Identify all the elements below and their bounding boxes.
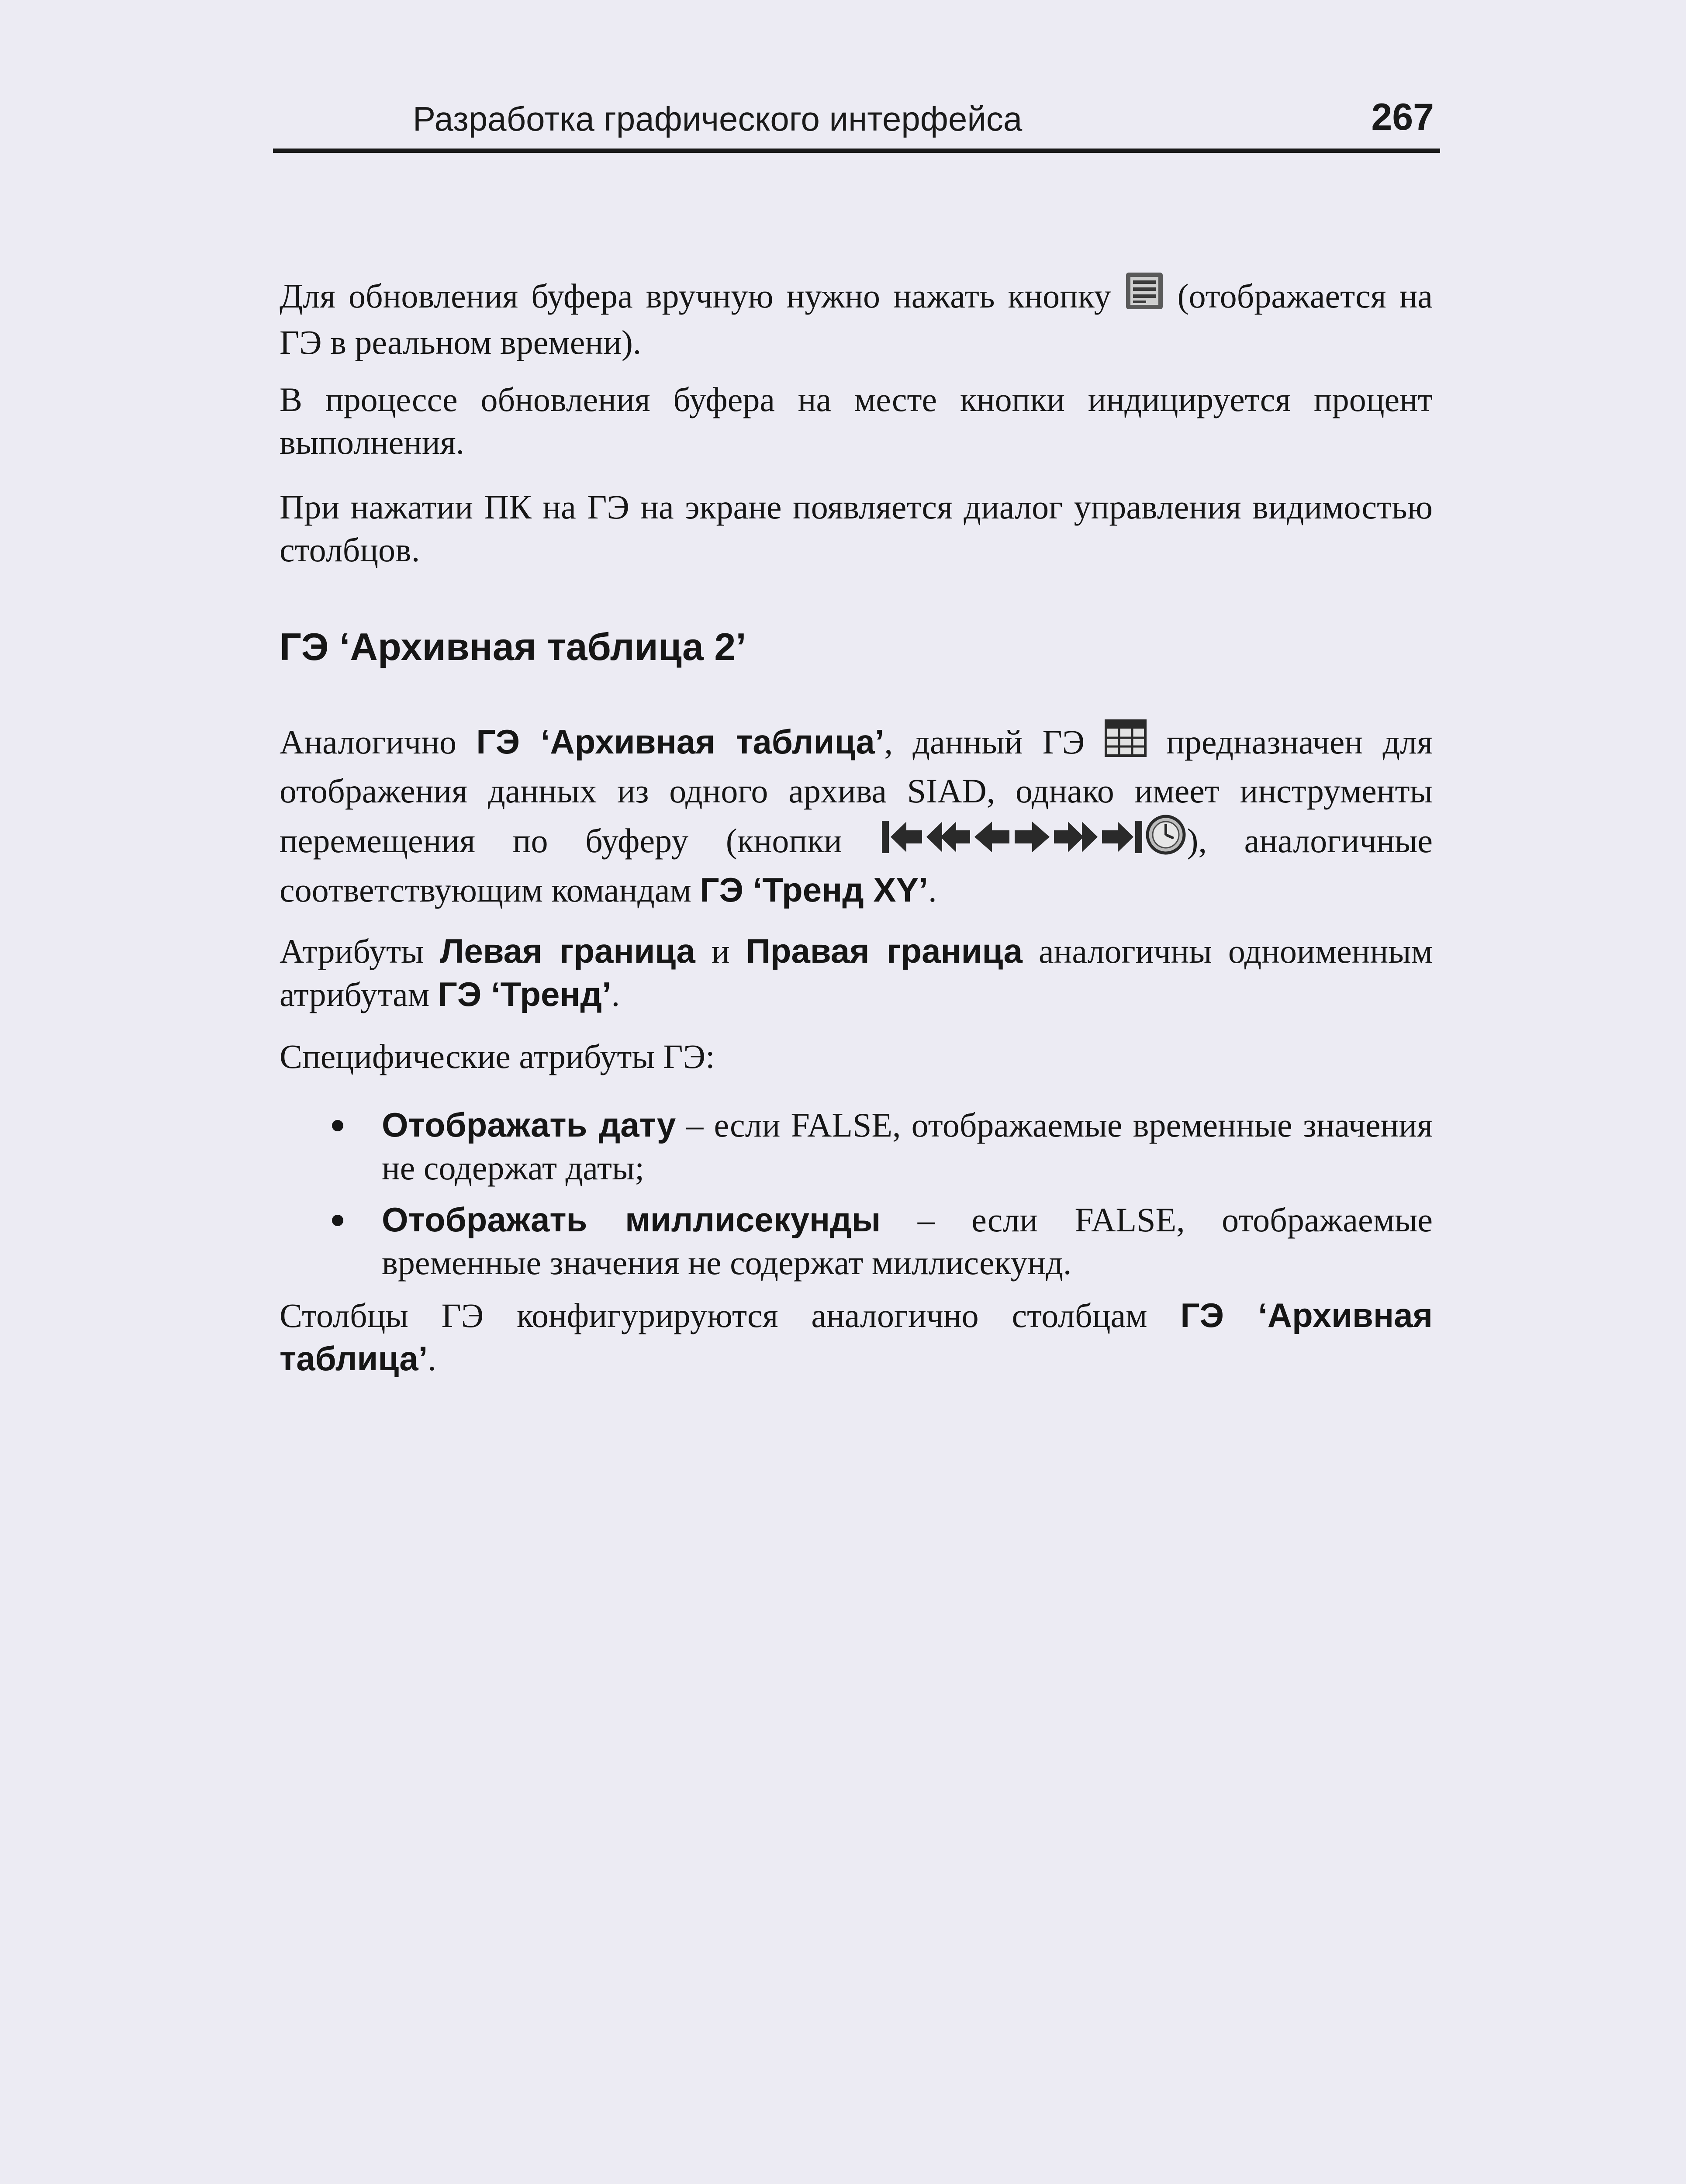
text: . <box>928 871 937 909</box>
term-ref: Правая граница <box>746 932 1023 970</box>
term-ref: ГЭ ‘Архивная таблица’ <box>476 722 884 761</box>
refresh-buffer-icon <box>1124 271 1164 321</box>
text: предназначен для отображения данных из одного архива SIAD, однако имеет инструменты перемещения по буферу (кнопки <box>280 723 1433 860</box>
bullet-icon <box>332 1215 343 1226</box>
paragraph-dialog <box>280 486 1433 571</box>
text: Специфические атрибуты ГЭ: <box>280 1037 715 1075</box>
page-back-icon <box>925 818 972 867</box>
clock-icon <box>1145 814 1187 867</box>
last-icon <box>1099 818 1145 867</box>
term-ref: ГЭ ‘Тренд’ <box>438 975 612 1013</box>
paragraph-attributes <box>280 930 1433 1016</box>
term-ref: Левая граница <box>440 932 695 970</box>
text: ), аналогичные соответствующим командам <box>280 822 1433 909</box>
first-icon <box>879 818 925 867</box>
page-forward-icon <box>1052 818 1099 867</box>
text: При нажатии ПК на ГЭ на экране появляется диалог управления видимостью столбцов. <box>280 488 1433 569</box>
paragraph-specific <box>280 1035 1433 1078</box>
text: Для обновления буфера вручную нужно нажать кнопку <box>280 277 1124 315</box>
paragraph-description <box>280 719 1433 913</box>
term-ref: ГЭ ‘Архивная таблица’ <box>280 1296 1433 1378</box>
attribute-list <box>332 1103 1433 1284</box>
list-item <box>332 1103 1433 1189</box>
text: и <box>695 932 746 970</box>
step-back-icon <box>972 818 1012 867</box>
text: (отображается на ГЭ в реальном времени). <box>280 277 1433 361</box>
text: Атрибуты <box>280 932 440 970</box>
attribute-text: – если FALSE, отображаемые временные значения не содержат даты; <box>382 1106 1433 1187</box>
section-heading: ГЭ ‘Архивная таблица 2’ <box>280 625 746 668</box>
text: Столбцы ГЭ конфигурируются аналогично столбцам <box>280 1296 1181 1334</box>
paragraph-columns <box>280 1294 1433 1380</box>
bullet-icon <box>332 1120 343 1131</box>
text: , данный ГЭ <box>884 723 1105 761</box>
header-title: Разработка графического интерфейса <box>413 100 1023 138</box>
text: В процессе обновления буфера на месте кнопки индицируется процент выполнения. <box>280 380 1433 461</box>
text: . <box>611 975 620 1013</box>
attribute-term: Отображать дату <box>382 1106 676 1144</box>
attribute-term: Отображать миллисекунды <box>382 1200 881 1239</box>
paragraph-progress <box>280 378 1433 464</box>
page-number: 267 <box>1371 96 1434 138</box>
list-item <box>332 1198 1433 1284</box>
table-grid-icon <box>1105 719 1147 768</box>
step-forward-icon <box>1012 818 1052 867</box>
term-ref: ГЭ ‘Тренд XY’ <box>700 871 929 909</box>
text: аналогичны одноименным атрибутам <box>280 932 1433 1013</box>
running-header <box>273 87 1440 153</box>
text: Аналогично <box>280 723 477 761</box>
attribute-text: – если FALSE, отображаемые временные значения не содержат миллисекунд. <box>382 1201 1433 1282</box>
text: . <box>428 1340 436 1378</box>
paragraph-manual-refresh <box>280 271 1433 364</box>
